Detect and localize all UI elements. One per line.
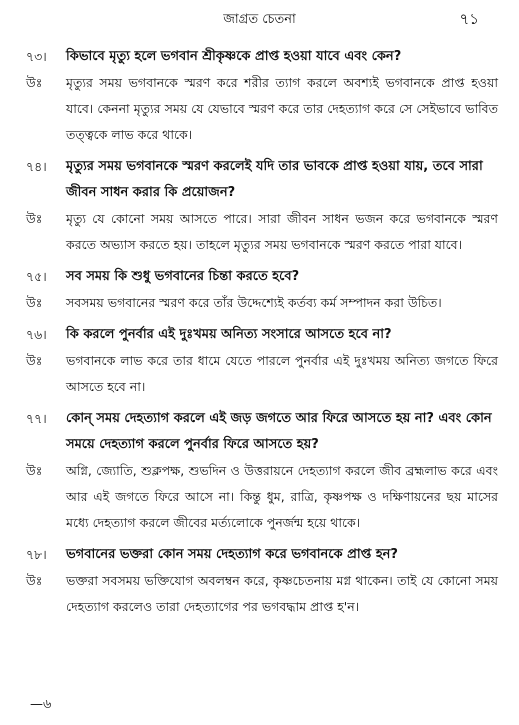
answer-row	[26, 348, 498, 400]
qa-item	[26, 406, 498, 536]
qa-item	[26, 264, 498, 316]
running-title: জাগ্রত চেতনা	[223, 12, 296, 27]
answer-row	[26, 568, 498, 620]
answer-row	[26, 458, 498, 536]
qa-item	[26, 44, 498, 148]
answer-label: উঃ	[26, 295, 43, 310]
answer-text: মৃত্যুর সময় ভগবানকে স্মরণ করে শরীর ত্যাগ করলে অবশ্যই ভগবানকে প্রাপ্ত হওয়া যাবে। কেননা মৃত্যুর সময় যে যেভাবে স্মরণ করে তার দেহত্যাগ করে সে সেইভাবে ভাবিত তত্ত্বকে লাভ করে থাকে।	[66, 75, 498, 142]
answer-text: অগ্নি, জ্যোতি, শুক্লপক্ষ, শুভদিন ও উত্তরায়নে দেহত্যাগ করলে জীব ব্রহ্মলাভ করে এবং আর এই জগতে ফিরে আসে না। কিন্তু ধুম, রাত্রি, কৃষ্ণপক্ষ ও দক্ষিণায়নের ছয় মাসের মধ্যে দেহত্যাগ করলে জীবের মর্ত্যলোকে পুনর্জন্ম হয়ে থাকে।	[66, 463, 498, 530]
answer-text: সবসময় ভগবানের স্মরণ করে তাঁর উদ্দেশ্যেই কর্তব্য কর্ম সম্পাদন করা উচিত।	[66, 295, 442, 310]
question-row	[26, 542, 498, 568]
qa-list	[26, 44, 498, 626]
answer-label: উঃ	[26, 211, 43, 226]
question-number: ৭৭।	[26, 411, 47, 426]
answer-label: উঃ	[26, 75, 43, 90]
qa-item	[26, 154, 498, 258]
answer-row	[26, 70, 498, 148]
qa-item	[26, 322, 498, 400]
answer-label: উঃ	[26, 463, 43, 478]
question-row	[26, 44, 498, 70]
question-row	[26, 406, 498, 458]
question-text: কোন্ সময় দেহত্যাগ করলে এই জড় জগতে আর ফিরে আসতে হয় না? এবং কোন সময়ে দেহত্যাগ করলে পুনর্বার ফিরে আসতে হয়?	[66, 411, 492, 452]
question-text: কিভাবে মৃত্যু হলে ভগবান শ্রীকৃষ্ণকে প্রাপ্ত হওয়া যাবে এবং কেন?	[66, 49, 402, 64]
question-number: ৭৫।	[26, 269, 47, 284]
question-number: ৭৮।	[26, 547, 47, 562]
answer-label: উঃ	[26, 573, 43, 588]
question-text: ভগবানের ভক্তরা কোন সময় দেহত্যাগ করে ভগবানকে প্রাপ্ত হন?	[66, 547, 398, 562]
answer-text: মৃত্যু যে কোনো সময় আসতে পারে। সারা জীবন সাধন ভজন করে ভগবানকে স্মরণ করতে অভ্যাস করতে হয়। তাহলে মৃত্যুর সময় ভগবানকে স্মরণ করতে পারা যাবে।	[66, 211, 498, 252]
question-row	[26, 154, 498, 206]
answer-text: ভক্তরা সবসময় ভক্তিযোগ অবলম্বন করে, কৃষ্ণচেতনায় মগ্ন থাকেন। তাই যে কোনো সময় দেহত্যাগ করলেও তারা দেহত্যাগের পর ভগবদ্ধাম প্রাপ্ত হ'ন।	[66, 573, 498, 614]
answer-label: উঃ	[26, 353, 43, 368]
question-number: ৭৪।	[26, 159, 47, 174]
answer-text: ভগবানকে লাভ করে তার ধামে যেতে পারলে পুনর্বার এই দুঃখময় অনিত্য জগতে ফিরে আসতে হবে না।	[66, 353, 498, 394]
page-number: ৭১	[459, 10, 479, 28]
signature-mark: —৬	[30, 697, 52, 712]
qa-item	[26, 542, 498, 620]
question-text: সব সময় কি শুধু ভগবানের চিন্তা করতে হবে?	[66, 269, 300, 284]
question-text: কি করলে পুনর্বার এই দুঃখময় অনিত্য সংসারে আসতে হবে না?	[66, 327, 392, 342]
question-row	[26, 322, 498, 348]
answer-row	[26, 290, 498, 316]
question-number: ৭৩।	[26, 49, 47, 64]
question-number: ৭৬।	[26, 327, 47, 342]
answer-row	[26, 206, 498, 258]
running-header	[0, 8, 519, 30]
question-text: মৃত্যুর সময় ভগবানকে স্মরণ করলেই যদি তার ভাবকে প্রাপ্ত হওয়া যায়, তবে সারা জীবন সাধন করার কি প্রয়োজন?	[66, 159, 483, 200]
question-row	[26, 264, 498, 290]
